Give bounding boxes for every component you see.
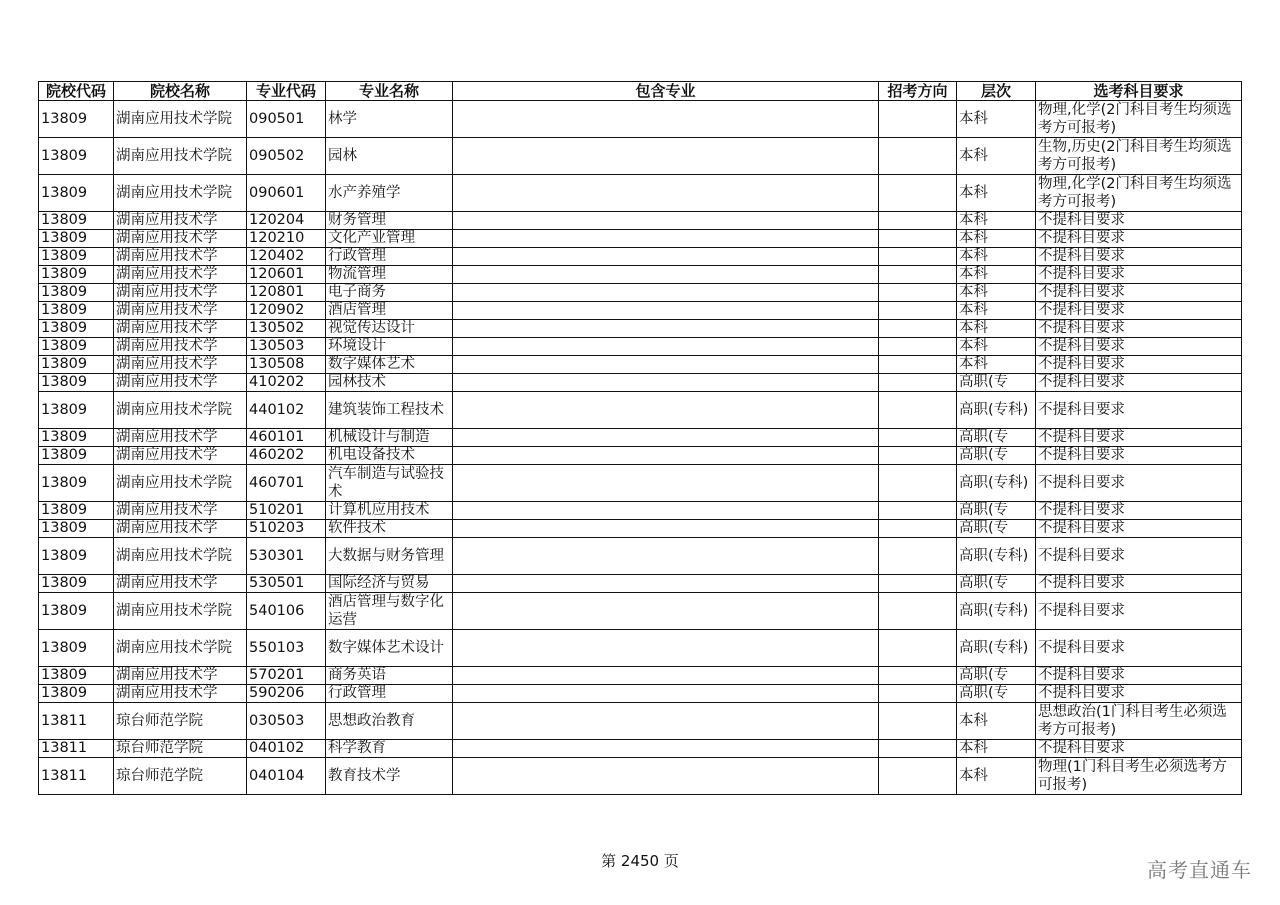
- cell-direction: [879, 685, 957, 703]
- cell-direction: [879, 284, 957, 302]
- cell-included-majors: [453, 248, 879, 266]
- cell-school-code: 13809: [39, 302, 114, 320]
- cell-direction: [879, 593, 957, 630]
- cell-school-code: 13809: [39, 465, 114, 502]
- cell-school-name: 琼台师范学院: [114, 740, 247, 758]
- cell-level: 本科: [957, 101, 1036, 138]
- cell-included-majors: [453, 266, 879, 284]
- table-row: [39, 302, 1242, 320]
- cell-level: 高职(专: [957, 685, 1036, 703]
- cell-school-name: 湖南应用技术学: [114, 266, 247, 284]
- cell-school-name: 湖南应用技术学: [114, 520, 247, 538]
- cell-school-code: 13809: [39, 248, 114, 266]
- cell-direction: [879, 520, 957, 538]
- cell-direction: [879, 248, 957, 266]
- table-row: [39, 465, 1242, 502]
- cell-school-code: 13809: [39, 575, 114, 593]
- cell-major-name: 国际经济与贸易: [326, 575, 453, 593]
- cell-major-name: 酒店管理: [326, 302, 453, 320]
- cell-subject-requirement: 不提科目要求: [1036, 685, 1242, 703]
- cell-level: 本科: [957, 266, 1036, 284]
- cell-level: 本科: [957, 230, 1036, 248]
- cell-major-name: 物流管理: [326, 266, 453, 284]
- cell-major-code: 530501: [247, 575, 326, 593]
- table-row: [39, 667, 1242, 685]
- cell-major-code: 410202: [247, 374, 326, 392]
- cell-major-code: 130502: [247, 320, 326, 338]
- cell-major-code: 590206: [247, 685, 326, 703]
- cell-major-name: 数字媒体艺术设计: [326, 630, 453, 667]
- cell-major-code: 120402: [247, 248, 326, 266]
- cell-direction: [879, 138, 957, 175]
- cell-major-name: 电子商务: [326, 284, 453, 302]
- cell-direction: [879, 447, 957, 465]
- cell-subject-requirement: 不提科目要求: [1036, 374, 1242, 392]
- cell-direction: [879, 758, 957, 795]
- cell-major-name: 教育技术学: [326, 758, 453, 795]
- table-row: [39, 374, 1242, 392]
- cell-school-name: 湖南应用技术学院: [114, 101, 247, 138]
- cell-included-majors: [453, 758, 879, 795]
- cell-direction: [879, 630, 957, 667]
- cell-major-name: 计算机应用技术: [326, 502, 453, 520]
- cell-major-name: 行政管理: [326, 248, 453, 266]
- cell-level: 高职(专科): [957, 630, 1036, 667]
- cell-direction: [879, 667, 957, 685]
- cell-direction: [879, 538, 957, 575]
- cell-subject-requirement: 不提科目要求: [1036, 447, 1242, 465]
- cell-subject-requirement: 生物,历史(2门科目考生均须选考方可报考): [1036, 138, 1242, 175]
- cell-school-code: 13809: [39, 520, 114, 538]
- cell-included-majors: [453, 685, 879, 703]
- cell-major-name: 酒店管理与数字化运营: [326, 593, 453, 630]
- cell-school-name: 琼台师范学院: [114, 703, 247, 740]
- cell-direction: [879, 465, 957, 502]
- table-row: [39, 593, 1242, 630]
- table-row: [39, 575, 1242, 593]
- cell-major-name: 园林: [326, 138, 453, 175]
- cell-major-code: 120801: [247, 284, 326, 302]
- cell-school-code: 13809: [39, 667, 114, 685]
- cell-major-code: 460701: [247, 465, 326, 502]
- table-row: [39, 630, 1242, 667]
- cell-level: 本科: [957, 703, 1036, 740]
- cell-major-name: 环境设计: [326, 338, 453, 356]
- cell-subject-requirement: 不提科目要求: [1036, 302, 1242, 320]
- cell-school-name: 湖南应用技术学: [114, 248, 247, 266]
- cell-direction: [879, 230, 957, 248]
- cell-included-majors: [453, 465, 879, 502]
- cell-level: 本科: [957, 175, 1036, 212]
- cell-level: 本科: [957, 758, 1036, 795]
- cell-level: 高职(专科): [957, 392, 1036, 429]
- cell-school-name: 琼台师范学院: [114, 758, 247, 795]
- cell-included-majors: [453, 356, 879, 374]
- cell-subject-requirement: 不提科目要求: [1036, 212, 1242, 230]
- cell-major-code: 460202: [247, 447, 326, 465]
- cell-direction: [879, 392, 957, 429]
- cell-level: 本科: [957, 302, 1036, 320]
- cell-direction: [879, 575, 957, 593]
- cell-included-majors: [453, 302, 879, 320]
- table-row: [39, 338, 1242, 356]
- cell-major-code: 040102: [247, 740, 326, 758]
- cell-major-code: 090501: [247, 101, 326, 138]
- cell-school-name: 湖南应用技术学: [114, 320, 247, 338]
- table-row: [39, 740, 1242, 758]
- cell-school-code: 13809: [39, 320, 114, 338]
- table-row: [39, 392, 1242, 429]
- header-school-name: 院校名称: [114, 82, 247, 101]
- cell-school-name: 湖南应用技术学院: [114, 392, 247, 429]
- cell-school-code: 13809: [39, 266, 114, 284]
- table-row: [39, 520, 1242, 538]
- cell-major-code: 120210: [247, 230, 326, 248]
- cell-school-code: 13809: [39, 338, 114, 356]
- cell-major-code: 440102: [247, 392, 326, 429]
- cell-subject-requirement: 物理(1门科目考生必须选考方可报考): [1036, 758, 1242, 795]
- cell-major-name: 园林技术: [326, 374, 453, 392]
- cell-school-code: 13809: [39, 230, 114, 248]
- cell-major-code: 040104: [247, 758, 326, 795]
- cell-major-code: 030503: [247, 703, 326, 740]
- cell-level: 本科: [957, 284, 1036, 302]
- cell-level: 高职(专: [957, 502, 1036, 520]
- cell-school-code: 13811: [39, 740, 114, 758]
- cell-school-name: 湖南应用技术学: [114, 284, 247, 302]
- table-body: [39, 101, 1242, 795]
- cell-direction: [879, 740, 957, 758]
- cell-school-code: 13809: [39, 502, 114, 520]
- cell-school-code: 13809: [39, 374, 114, 392]
- cell-subject-requirement: 不提科目要求: [1036, 538, 1242, 575]
- header-subject-requirement: 选考科目要求: [1036, 82, 1242, 101]
- cell-level: 本科: [957, 248, 1036, 266]
- cell-major-code: 550103: [247, 630, 326, 667]
- cell-level: 本科: [957, 740, 1036, 758]
- table-row: [39, 230, 1242, 248]
- header-school-code: 院校代码: [39, 82, 114, 101]
- cell-subject-requirement: 物理,化学(2门科目考生均须选考方可报考): [1036, 101, 1242, 138]
- cell-direction: [879, 502, 957, 520]
- cell-direction: [879, 703, 957, 740]
- cell-subject-requirement: 不提科目要求: [1036, 520, 1242, 538]
- cell-school-name: 湖南应用技术学: [114, 575, 247, 593]
- cell-major-code: 530301: [247, 538, 326, 575]
- table-row: [39, 248, 1242, 266]
- cell-major-name: 林学: [326, 101, 453, 138]
- cell-major-name: 行政管理: [326, 685, 453, 703]
- header-level: 层次: [957, 82, 1036, 101]
- cell-major-name: 商务英语: [326, 667, 453, 685]
- table-row: [39, 284, 1242, 302]
- header-row: [39, 82, 1242, 101]
- table-row: [39, 266, 1242, 284]
- cell-school-name: 湖南应用技术学: [114, 230, 247, 248]
- cell-direction: [879, 212, 957, 230]
- cell-included-majors: [453, 212, 879, 230]
- table-row: [39, 356, 1242, 374]
- cell-subject-requirement: 不提科目要求: [1036, 740, 1242, 758]
- cell-level: 本科: [957, 138, 1036, 175]
- cell-level: 高职(专: [957, 447, 1036, 465]
- table-row: [39, 175, 1242, 212]
- cell-subject-requirement: 物理,化学(2门科目考生均须选考方可报考): [1036, 175, 1242, 212]
- cell-major-code: 130508: [247, 356, 326, 374]
- table-row: [39, 101, 1242, 138]
- cell-direction: [879, 429, 957, 447]
- cell-included-majors: [453, 703, 879, 740]
- cell-school-name: 湖南应用技术学院: [114, 175, 247, 212]
- cell-subject-requirement: 不提科目要求: [1036, 465, 1242, 502]
- cell-school-name: 湖南应用技术学院: [114, 138, 247, 175]
- cell-school-code: 13809: [39, 212, 114, 230]
- cell-school-name: 湖南应用技术学: [114, 502, 247, 520]
- cell-major-code: 090502: [247, 138, 326, 175]
- cell-school-code: 13811: [39, 703, 114, 740]
- cell-major-code: 120204: [247, 212, 326, 230]
- cell-school-name: 湖南应用技术学: [114, 429, 247, 447]
- table-row: [39, 703, 1242, 740]
- cell-included-majors: [453, 538, 879, 575]
- cell-major-code: 510203: [247, 520, 326, 538]
- cell-school-name: 湖南应用技术学院: [114, 538, 247, 575]
- header-direction: 招考方向: [879, 82, 957, 101]
- cell-school-code: 13809: [39, 356, 114, 374]
- cell-level: 高职(专: [957, 575, 1036, 593]
- cell-major-code: 540106: [247, 593, 326, 630]
- cell-direction: [879, 320, 957, 338]
- cell-direction: [879, 374, 957, 392]
- table-row: [39, 538, 1242, 575]
- cell-school-name: 湖南应用技术学院: [114, 465, 247, 502]
- cell-school-name: 湖南应用技术学: [114, 374, 247, 392]
- table-row: [39, 212, 1242, 230]
- cell-included-majors: [453, 320, 879, 338]
- cell-school-code: 13809: [39, 101, 114, 138]
- cell-subject-requirement: 不提科目要求: [1036, 266, 1242, 284]
- cell-major-name: 大数据与财务管理: [326, 538, 453, 575]
- cell-school-name: 湖南应用技术学: [114, 338, 247, 356]
- cell-level: 高职(专科): [957, 538, 1036, 575]
- cell-included-majors: [453, 667, 879, 685]
- cell-level: 高职(专: [957, 429, 1036, 447]
- header-major-code: 专业代码: [247, 82, 326, 101]
- cell-subject-requirement: 思想政治(1门科目考生必须选考方可报考): [1036, 703, 1242, 740]
- table-row: [39, 758, 1242, 795]
- cell-level: 高职(专科): [957, 593, 1036, 630]
- cell-subject-requirement: 不提科目要求: [1036, 593, 1242, 630]
- cell-major-name: 文化产业管理: [326, 230, 453, 248]
- cell-major-name: 科学教育: [326, 740, 453, 758]
- cell-school-code: 13809: [39, 429, 114, 447]
- cell-subject-requirement: 不提科目要求: [1036, 248, 1242, 266]
- cell-included-majors: [453, 230, 879, 248]
- cell-included-majors: [453, 429, 879, 447]
- cell-included-majors: [453, 101, 879, 138]
- table-row: [39, 685, 1242, 703]
- cell-included-majors: [453, 740, 879, 758]
- cell-included-majors: [453, 175, 879, 212]
- cell-school-code: 13809: [39, 538, 114, 575]
- cell-included-majors: [453, 630, 879, 667]
- cell-included-majors: [453, 338, 879, 356]
- cell-included-majors: [453, 447, 879, 465]
- cell-level: 高职(专: [957, 520, 1036, 538]
- cell-major-code: 570201: [247, 667, 326, 685]
- cell-school-name: 湖南应用技术学: [114, 447, 247, 465]
- cell-subject-requirement: 不提科目要求: [1036, 667, 1242, 685]
- cell-subject-requirement: 不提科目要求: [1036, 320, 1242, 338]
- cell-major-name: 建筑装饰工程技术: [326, 392, 453, 429]
- cell-included-majors: [453, 593, 879, 630]
- cell-school-code: 13809: [39, 685, 114, 703]
- table-row: [39, 320, 1242, 338]
- cell-level: 高职(专: [957, 374, 1036, 392]
- header-included-majors: 包含专业: [453, 82, 879, 101]
- cell-included-majors: [453, 575, 879, 593]
- cell-major-code: 090601: [247, 175, 326, 212]
- cell-included-majors: [453, 502, 879, 520]
- cell-major-code: 130503: [247, 338, 326, 356]
- cell-level: 本科: [957, 356, 1036, 374]
- cell-subject-requirement: 不提科目要求: [1036, 338, 1242, 356]
- cell-subject-requirement: 不提科目要求: [1036, 429, 1242, 447]
- cell-major-name: 汽车制造与试验技术: [326, 465, 453, 502]
- cell-included-majors: [453, 520, 879, 538]
- cell-subject-requirement: 不提科目要求: [1036, 356, 1242, 374]
- cell-major-name: 软件技术: [326, 520, 453, 538]
- cell-direction: [879, 175, 957, 212]
- cell-direction: [879, 356, 957, 374]
- cell-major-name: 数字媒体艺术: [326, 356, 453, 374]
- cell-major-code: 120601: [247, 266, 326, 284]
- header-major-name: 专业名称: [326, 82, 453, 101]
- cell-subject-requirement: 不提科目要求: [1036, 630, 1242, 667]
- cell-included-majors: [453, 284, 879, 302]
- cell-major-code: 510201: [247, 502, 326, 520]
- cell-school-code: 13809: [39, 630, 114, 667]
- cell-school-name: 湖南应用技术学: [114, 356, 247, 374]
- cell-school-code: 13809: [39, 593, 114, 630]
- cell-subject-requirement: 不提科目要求: [1036, 502, 1242, 520]
- cell-major-name: 思想政治教育: [326, 703, 453, 740]
- cell-level: 高职(专科): [957, 465, 1036, 502]
- cell-level: 本科: [957, 338, 1036, 356]
- table-row: [39, 429, 1242, 447]
- cell-school-code: 13809: [39, 284, 114, 302]
- cell-subject-requirement: 不提科目要求: [1036, 284, 1242, 302]
- cell-school-name: 湖南应用技术学: [114, 212, 247, 230]
- cell-subject-requirement: 不提科目要求: [1036, 392, 1242, 429]
- page-number: 第 2450 页: [601, 852, 679, 870]
- cell-school-name: 湖南应用技术学: [114, 685, 247, 703]
- cell-major-name: 机械设计与制造: [326, 429, 453, 447]
- cell-included-majors: [453, 374, 879, 392]
- cell-major-name: 机电设备技术: [326, 447, 453, 465]
- cell-included-majors: [453, 138, 879, 175]
- cell-subject-requirement: 不提科目要求: [1036, 575, 1242, 593]
- cell-school-name: 湖南应用技术学院: [114, 630, 247, 667]
- cell-school-code: 13809: [39, 392, 114, 429]
- cell-major-name: 视觉传达设计: [326, 320, 453, 338]
- cell-school-code: 13809: [39, 175, 114, 212]
- cell-school-name: 湖南应用技术学院: [114, 593, 247, 630]
- table-row: [39, 447, 1242, 465]
- cell-major-name: 水产养殖学: [326, 175, 453, 212]
- cell-direction: [879, 266, 957, 284]
- cell-school-name: 湖南应用技术学: [114, 302, 247, 320]
- cell-major-name: 财务管理: [326, 212, 453, 230]
- cell-level: 高职(专: [957, 667, 1036, 685]
- cell-major-code: 120902: [247, 302, 326, 320]
- cell-direction: [879, 101, 957, 138]
- cell-direction: [879, 338, 957, 356]
- cell-school-code: 13809: [39, 447, 114, 465]
- table-row: [39, 138, 1242, 175]
- cell-included-majors: [453, 392, 879, 429]
- cell-school-code: 13809: [39, 138, 114, 175]
- watermark: 高考直通车: [1147, 858, 1252, 882]
- cell-school-name: 湖南应用技术学: [114, 667, 247, 685]
- cell-school-code: 13811: [39, 758, 114, 795]
- cell-level: 本科: [957, 212, 1036, 230]
- table-row: [39, 502, 1242, 520]
- admission-requirements-table: [38, 81, 1242, 795]
- cell-level: 本科: [957, 320, 1036, 338]
- cell-major-code: 460101: [247, 429, 326, 447]
- cell-subject-requirement: 不提科目要求: [1036, 230, 1242, 248]
- cell-direction: [879, 302, 957, 320]
